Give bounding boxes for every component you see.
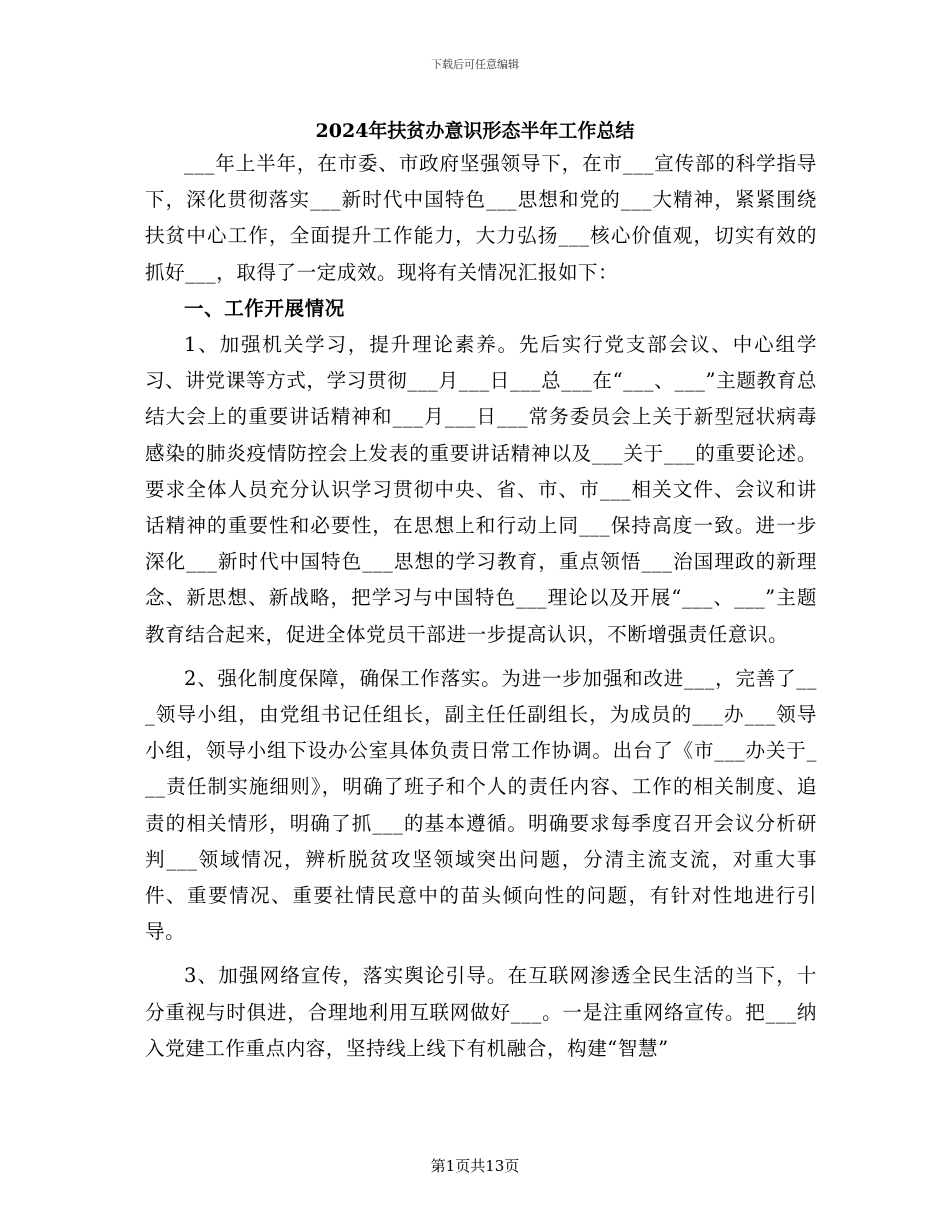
page-number: 第1页共13页 [430, 1157, 520, 1175]
section-heading: 一、工作开展情况 [184, 296, 345, 320]
paragraph-study: 1、加强机关学习，提升理论素养。先后实行党支部会议、中心组学习、讲党课等方式，学习贯彻___月___日___总___在“___、___”主题教育总结大会上的重要讲话精神和___月___日___常务委员会上关于新型冠状病毒感染的肺炎疫情防控会上发表的重要讲话精神以及___关于___的重要论述。要求全体人员充分认识学习贯彻中央、省、市、市___相关文件、会议和讲话精神的重要性和必要性，在思想上和行动上同___保持高度一致。进一步深化___新时代中国特色___思想的学习教育，重点领悟___治国理政的新理念、新思想、新战略，把学习与中国特色___理论以及开展“___、___”主题教育结合起来，促进全体党员干部进一步提高认识，不断增强责任意识。 [145, 333, 817, 646]
paragraph-network: 3、加强网络宣传，落实舆论引导。在互联网渗透全民生活的当下，十分重视与时俱进，合理地利用互联网做好___。一是注重网络宣传。把___纳入党建工作重点内容，坚持线上线下有机融合，构建“智慧” [145, 964, 817, 1060]
document-body [145, 146, 817, 1067]
intro-paragraph: ___年上半年，在市委、市政府坚强领导下，在市___宣传部的科学指导下，深化贯彻落实___新时代中国特色___思想和党的___大精神，紧紧围绕扶贫中心工作，全面提升工作能力，大力弘扬___核心价值观，切实有效的抓好___，取得了一定成效。现将有关情况汇报如下： [145, 152, 817, 284]
download-edit-note: 下载后可任意编辑 [431, 58, 519, 71]
paragraph-system: 2、强化制度保障，确保工作落实。为进一步加强和改进___，完善了___领导小组，由党组书记任组长，副主任任副组长，为成员的___办___领导小组，领导小组下设办公室具体负责日常工作协调。出台了《市___办关于___责任制实施细则》，明确了班子和个人的责任内容、工作的相关制度、追责的相关情形，明确了抓___的基本遵循。明确要求每季度召开会议分析研判___领域情况，辨析脱贫攻坚领域突出问题，分清主流支流，对重大事件、重要情况、重要社情民意中的苗头倾向性的问题，有针对性地进行引导。 [145, 666, 817, 944]
document-title: 2024年扶贫办意识形态半年工作总结 [315, 120, 635, 142]
